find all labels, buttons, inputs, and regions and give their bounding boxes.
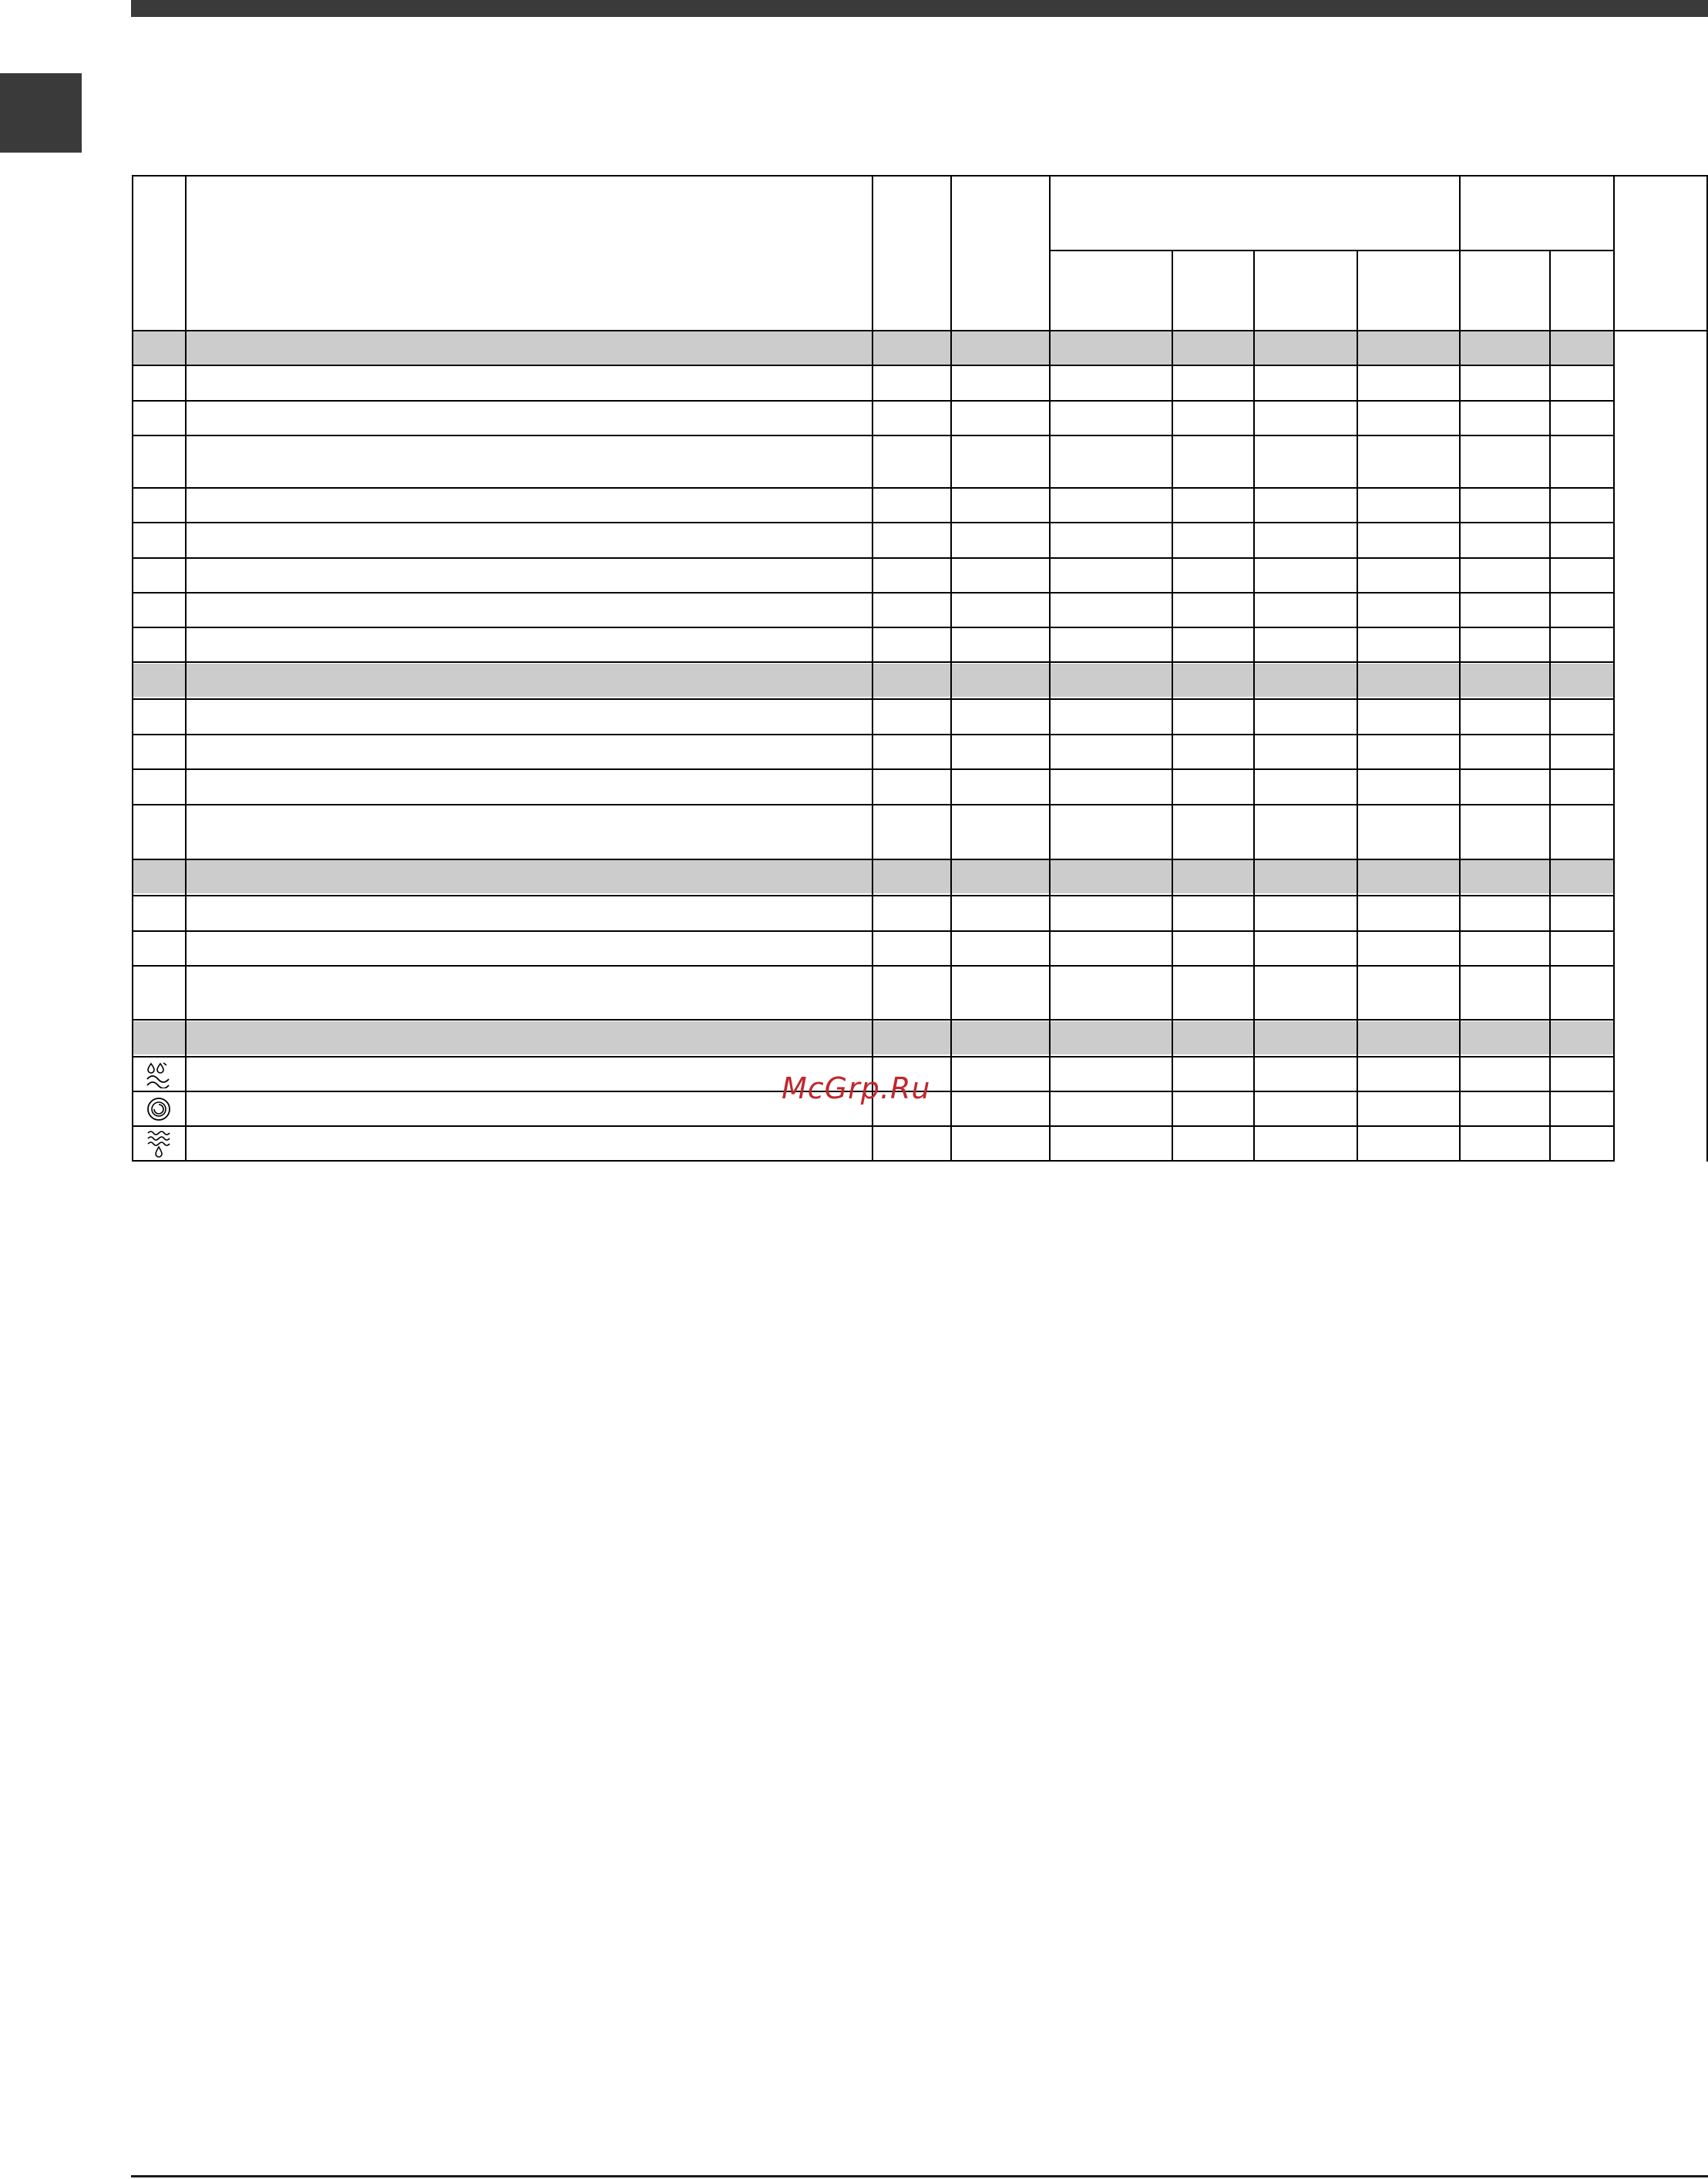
row-line — [132, 734, 1615, 735]
column-line — [1549, 250, 1551, 1162]
column-line — [1253, 250, 1255, 1162]
row-line — [132, 400, 1615, 402]
row-line — [132, 435, 1615, 436]
row-line — [132, 1056, 1615, 1058]
spin-icon — [133, 1092, 185, 1126]
footer-rule — [131, 2175, 1708, 2177]
table-border-top — [132, 175, 1706, 177]
column-line — [872, 175, 873, 1162]
column-line — [950, 175, 952, 1162]
section-tab-marker — [0, 73, 82, 153]
row-line — [132, 895, 1615, 896]
row-line — [132, 592, 1615, 594]
header-bottom-line — [132, 330, 1706, 331]
row-line — [132, 1160, 1615, 1162]
header-bar — [131, 0, 1708, 17]
drain-icon — [133, 1127, 185, 1161]
soak-icon — [133, 1058, 185, 1091]
row-line — [132, 487, 1615, 489]
column-line — [185, 175, 187, 1162]
column-line — [1459, 175, 1461, 1162]
row-line — [132, 365, 1615, 366]
column-line — [1172, 250, 1173, 1162]
row-line — [132, 1125, 1615, 1127]
row-line — [132, 522, 1615, 523]
row-line — [132, 930, 1615, 932]
column-line — [1357, 250, 1358, 1162]
column-line — [1049, 175, 1051, 1162]
row-line — [132, 768, 1615, 770]
row-line — [132, 661, 1615, 663]
header-subdivider — [1049, 250, 1613, 251]
row-line — [132, 627, 1615, 628]
row-line — [132, 698, 1615, 700]
row-line — [132, 965, 1615, 967]
table-border-left — [132, 175, 133, 1162]
row-line — [132, 804, 1615, 805]
row-line — [132, 859, 1615, 860]
row-line — [132, 1019, 1615, 1021]
row-line — [132, 557, 1615, 559]
watermark: McGrp.Ru — [782, 1071, 931, 1105]
inner-right-line — [1613, 175, 1615, 1162]
